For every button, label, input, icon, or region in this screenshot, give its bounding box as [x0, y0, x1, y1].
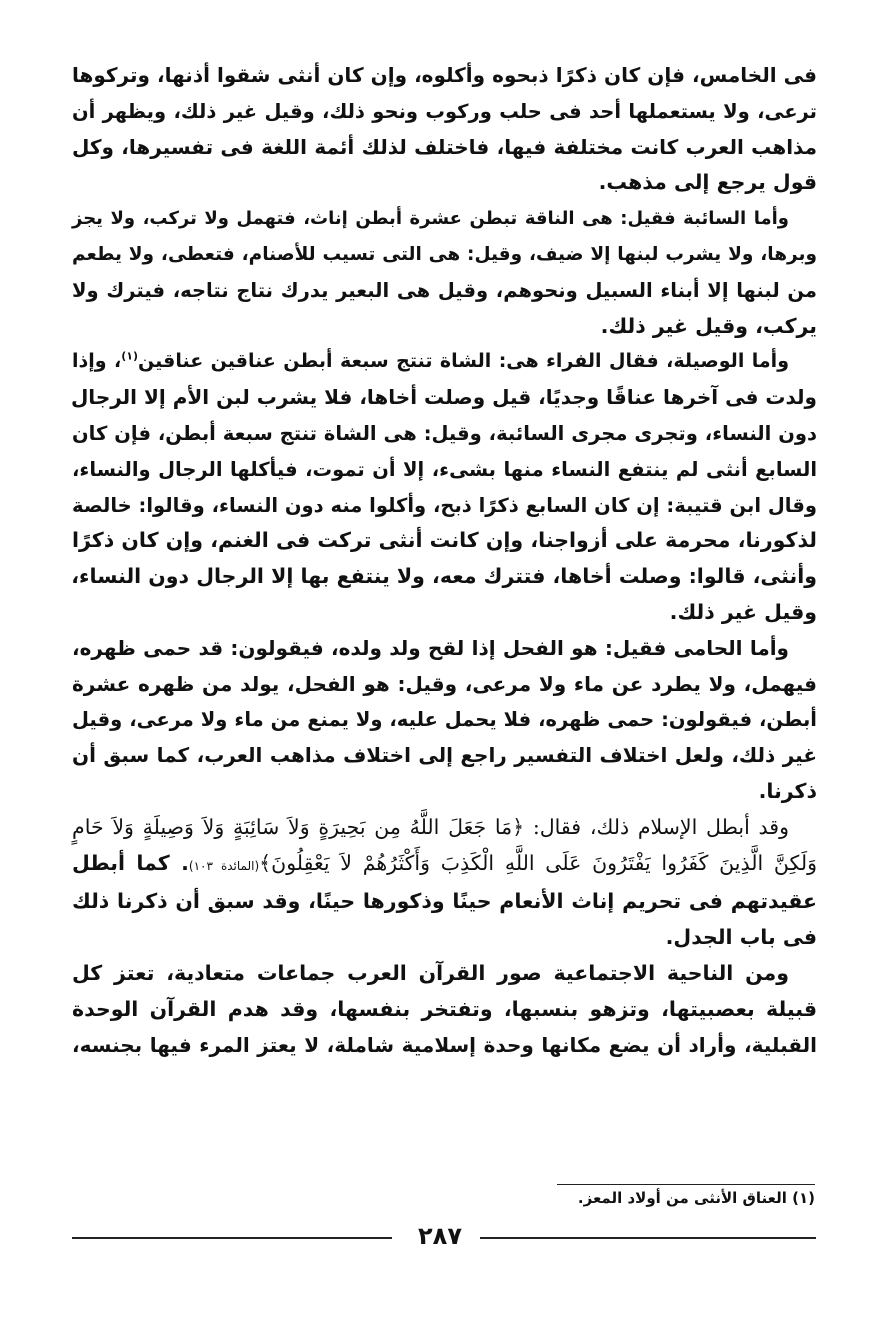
text-line: السابع أنثى لم ينتفع النساء منها بشىء، إلا أن تموت، فيأكلها الرجال والنساء،: [72, 457, 817, 481]
text-line: فى الخامس، فإن كان ذكرًا ذبحوه وأكلوه، وإن كان أنثى شقوا أذنها، وتركوها: [72, 63, 817, 87]
text-line: ترعى، ولا يستعملها أحد فى حلب وركوب ونحو ذلك، وقيل غير ذلك، ويظهر أن: [72, 99, 817, 123]
text-line: لذكورنا، محرمة على أزواجنا، وإن كانت أنثى تركت فى الغنم، وإن كان ذكرًا: [72, 528, 817, 553]
text-line: وبرها، ولا يشرب لبنها إلا ضيف، وقيل: هى التى تسيب للأصنام، فتعطى، ولا يطعم: [72, 243, 817, 265]
page-number: ٢٨٧: [418, 1222, 462, 1250]
quran-reference: (المائدة ١٠٣): [188, 858, 260, 873]
paragraph: [72, 810, 817, 956]
paragraph: [72, 201, 817, 344]
text-line: ومن الناحية الاجتماعية صور القرآن العرب جماعات متعادية، تعتز كل: [72, 960, 789, 985]
text-line: ولدت فى آخرها عناقًا وجديًا، قيل وصلت أخاها، فلا يشرب لبن الأم إلا الرجال: [70, 385, 817, 410]
text-line: القبلية، وأراد أن يضع مكانها وحدة إسلامية شاملة، لا يعتز المرء فيها بجنسه،: [72, 1032, 817, 1057]
text-line: من لبنها إلا أبناء السبيل ونحوهم، وقيل هى البعير يدرك نتاج نتاجه، فيترك ولا: [72, 278, 817, 302]
text-line: وأما الحامى فقيل: هو الفحل إذا لقح ولد ولده، فيقولون: قد حمى ظهره،: [72, 635, 789, 660]
text-line: [72, 846, 817, 885]
paragraph: [72, 956, 817, 1063]
text-line: ذكرنا.: [758, 778, 817, 803]
text-line: فى باب الجدل.: [665, 925, 817, 950]
text-line: أبطن، فيقولون: حمى ظهره، فلا يحمل عليه، ولا يمنع من ماء ولا مرعى، وقيل: [72, 708, 817, 732]
page-number-rule-left: [72, 1237, 392, 1239]
text-line: وقال ابن قتيبة: إن كان السابع ذكرًا ذبح، وأكلوا منه دون النساء، وقالوا: خالصة: [72, 493, 817, 517]
text-line: غير ذلك، ولعل اختلاف التفسير راجع إلى اختلاف مذاهب العرب، كما سبق أن: [72, 743, 817, 768]
text-line: وأنثى، قالوا: وصلت أخاها، فتترك معه، ولا ينتفع بها إلا الرجال دون النساء،: [71, 564, 817, 589]
text-line: قول يرجع إلى مذهب.: [598, 170, 817, 195]
text-line: وأما السائبة فقيل: هى الناقة تبطن عشرة أبطن إناث، فتهمل ولا تركب، ولا يجز: [72, 208, 789, 230]
text-segment: . كما أبطل: [72, 850, 189, 875]
paragraph: [72, 631, 817, 810]
text-line: مذاهب العرب كانت مختلفة فيها، فاختلف لذلك أئمة اللغة فى تفسيرها، وكل: [72, 134, 817, 159]
footnote-separator: [557, 1184, 815, 1185]
text-line: قبيلة بعصبيتها، وتزهو بنسبها، وتفتخر بنفسها، وقد هدم القرآن الوحدة: [72, 996, 817, 1021]
quran-verse: وَلَكِنَّ الَّذِينَ كَفَرُوا يَفْتَرُونَ عَلَى اللَّهِ الْكَذِبَ وَأَكْثَرُهُمْ لاَ يَعْقِلُونَ﴾: [259, 850, 817, 875]
text-line: وقيل غير ذلك.: [669, 599, 817, 624]
text-line: دون النساء، وتجرى مجرى السائبة، وقيل: هى الشاة تنتج سبعة أبطن، فإن كان: [72, 421, 817, 445]
paragraph: [72, 58, 817, 201]
text-line: عقيدتهم فى تحريم إناث الأنعام حينًا وذكورها حينًا، وقد سبق أن ذكرنا ذلك: [72, 889, 817, 914]
text-segment: وأما الوصيلة، فقال الفراء هى: الشاة تنتج سبعة أبطن عناقين عناقين: [138, 350, 790, 373]
quran-line: وقد أبطل الإسلام ذلك، فقال: ﴿مَا جَعَلَ اللَّهُ مِن بَحِيرَةٍ وَلاَ سَائِبَةٍ وَلاَ وَصِيلَةٍ وَلاَ حَامٍ: [72, 814, 789, 839]
footnote: (١) العناق الأنثى من أولاد المعز.: [577, 1189, 815, 1207]
text-line: يركب، وقيل غير ذلك.: [600, 313, 817, 338]
paragraph: [72, 344, 817, 630]
page-body: [72, 58, 817, 1063]
text-line: [72, 344, 817, 380]
text-line: فيهمل، ولا يطرد عن ماء ولا مرعى، وقيل: هو الفحل، يولد من ظهره عشرة: [72, 671, 817, 696]
footnote-marker: (١): [121, 350, 139, 364]
page-number-rule-right: [480, 1237, 816, 1239]
text-segment: ، وإذا: [72, 350, 122, 373]
